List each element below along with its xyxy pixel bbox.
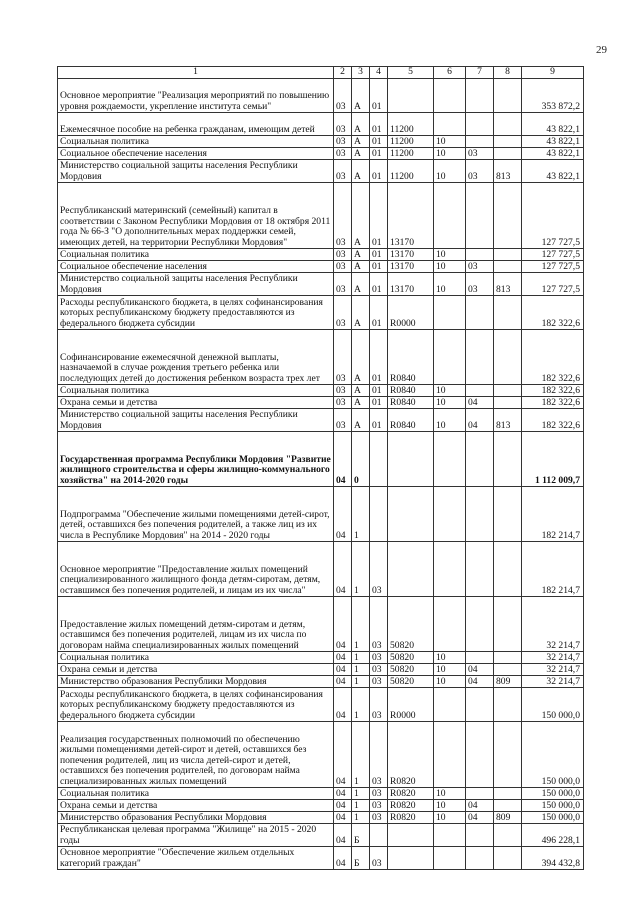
row-name-cell: Охрана семьи и детства [58,800,334,812]
code-cell: R0820 [388,722,434,788]
table-row [58,812,584,824]
code-cell: А [352,249,370,261]
code-cell [434,597,466,652]
amount-cell: 182 214,7 [522,542,584,597]
code-cell: 03 [466,273,494,296]
code-cell [494,652,522,664]
code-cell [494,722,522,788]
code-cell: 04 [466,664,494,676]
header-cell: 5 [388,67,434,79]
table-row [58,385,584,397]
table-row [58,183,584,249]
code-cell [466,542,494,597]
code-cell: R0840 [388,385,434,397]
code-cell: 04 [466,676,494,688]
code-cell [494,847,522,870]
code-cell [494,788,522,800]
code-cell [494,183,522,249]
code-cell: 04 [334,824,352,847]
code-cell [466,183,494,249]
code-cell [388,487,434,542]
table-body [58,67,584,870]
code-cell: 04 [466,409,494,432]
code-cell: 03 [370,800,388,812]
amount-cell: 496 228,1 [522,824,584,847]
code-cell: 01 [370,273,388,296]
code-cell: 50820 [388,652,434,664]
amount-cell: 1 112 009,7 [522,432,584,487]
code-cell: А [352,397,370,409]
code-cell: А [352,273,370,296]
code-cell [388,542,434,597]
code-cell [494,824,522,847]
row-name-cell: Министерство социальной защиты населения Республики Мордовия [58,160,334,183]
code-cell: 03 [370,652,388,664]
code-cell: 03 [334,261,352,273]
row-name-cell: Охрана семьи и детства [58,397,334,409]
code-cell: R0820 [388,788,434,800]
code-cell [466,136,494,148]
table-row [58,800,584,812]
amount-cell: 182 322,6 [522,397,584,409]
code-cell [434,432,466,487]
code-cell [494,261,522,273]
amount-cell: 127 727,5 [522,183,584,249]
code-cell [466,597,494,652]
code-cell: 04 [334,800,352,812]
code-cell: 813 [494,409,522,432]
code-cell [370,432,388,487]
code-cell: 03 [334,273,352,296]
code-cell [494,800,522,812]
code-cell: 1 [352,597,370,652]
amount-cell: 43 822,1 [522,148,584,160]
header-cell: 7 [466,67,494,79]
table-row [58,330,584,385]
code-cell: 13170 [388,249,434,261]
code-cell [434,183,466,249]
code-cell [434,296,466,330]
code-cell: 03 [370,688,388,722]
code-cell: 04 [334,542,352,597]
code-cell: 01 [370,261,388,273]
code-cell [388,432,434,487]
code-cell: R0000 [388,688,434,722]
code-cell: 01 [370,136,388,148]
amount-cell: 127 727,5 [522,249,584,261]
row-name-cell: Министерство социальной защиты населения Республики Мордовия [58,273,334,296]
code-cell: 04 [334,788,352,800]
code-cell [466,688,494,722]
code-cell [494,597,522,652]
code-cell [466,79,494,113]
code-cell: 10 [434,397,466,409]
code-cell: 13170 [388,261,434,273]
amount-cell: 182 322,6 [522,330,584,385]
code-cell: R0820 [388,800,434,812]
table-header-row [58,67,584,79]
code-cell: 01 [370,160,388,183]
code-cell [494,296,522,330]
code-cell: А [352,160,370,183]
code-cell: 809 [494,812,522,824]
header-cell: 1 [58,67,334,79]
code-cell: R0000 [388,296,434,330]
table-row [58,273,584,296]
code-cell: 03 [370,597,388,652]
code-cell: 1 [352,487,370,542]
code-cell: 01 [370,79,388,113]
code-cell: А [352,409,370,432]
code-cell [494,542,522,597]
code-cell: 01 [370,148,388,160]
code-cell: 10 [434,676,466,688]
code-cell [494,79,522,113]
amount-cell: 182 322,6 [522,296,584,330]
table-row [58,688,584,722]
code-cell: 50820 [388,676,434,688]
table-row [58,847,584,870]
code-cell [466,385,494,397]
code-cell: 1 [352,788,370,800]
code-cell: 03 [466,148,494,160]
row-name-cell: Ежемесячное пособие на ребенка гражданам, имеющим детей [58,113,334,136]
code-cell: 11200 [388,136,434,148]
code-cell: 03 [370,542,388,597]
amount-cell: 32 214,7 [522,652,584,664]
code-cell: 03 [334,385,352,397]
code-cell: 50820 [388,664,434,676]
table-row [58,409,584,432]
code-cell: 1 [352,542,370,597]
code-cell [466,824,494,847]
code-cell: 03 [334,296,352,330]
code-cell: 03 [334,249,352,261]
budget-table [57,66,584,870]
code-cell [434,113,466,136]
code-cell [494,330,522,385]
amount-cell: 32 214,7 [522,597,584,652]
code-cell: 10 [434,273,466,296]
code-cell: 813 [494,273,522,296]
header-cell: 9 [522,67,584,79]
amount-cell: 32 214,7 [522,676,584,688]
header-cell: 6 [434,67,466,79]
amount-cell: 150 000,0 [522,812,584,824]
row-name-cell: Министерство образования Республики Мордовия [58,812,334,824]
code-cell: 03 [466,160,494,183]
code-cell: 1 [352,676,370,688]
row-name-cell: Министерство социальной защиты населения Республики Мордовия [58,409,334,432]
code-cell: 10 [434,385,466,397]
code-cell: 13170 [388,273,434,296]
amount-cell: 127 727,5 [522,273,584,296]
row-name-cell: Социальная политика [58,249,334,261]
code-cell [466,296,494,330]
code-cell: 03 [334,397,352,409]
code-cell: 03 [370,722,388,788]
code-cell [434,824,466,847]
row-name-cell: Реализация государственных полномочий по обеспечению жилыми помещениями детей-сирот и детей, оставшихся без попечения родителей, лиц из числа детей-сирот и детей, оставшихся без попечения родителей, по договорам найма специализированных жилых помещений [58,722,334,788]
table-row [58,296,584,330]
amount-cell: 43 822,1 [522,136,584,148]
code-cell [494,432,522,487]
code-cell: Б [352,847,370,870]
code-cell [434,79,466,113]
header-cell: 4 [370,67,388,79]
row-name-cell: Охрана семьи и детства [58,664,334,676]
code-cell: А [352,148,370,160]
code-cell: 04 [334,652,352,664]
code-cell: 1 [352,722,370,788]
code-cell: R0820 [388,812,434,824]
code-cell: 01 [370,409,388,432]
page-number: 29 [596,44,607,56]
code-cell [494,148,522,160]
code-cell: 11200 [388,113,434,136]
code-cell: А [352,296,370,330]
table-row [58,664,584,676]
row-name-cell: Республиканская целевая программа "Жилище" на 2015 - 2020 годы [58,824,334,847]
code-cell: 03 [370,847,388,870]
row-name-cell: Социальная политика [58,136,334,148]
code-cell: 04 [334,676,352,688]
code-cell: 04 [334,847,352,870]
code-cell: 10 [434,664,466,676]
code-cell: 0 [352,432,370,487]
code-cell: 03 [334,79,352,113]
table-row [58,597,584,652]
code-cell: 04 [466,397,494,409]
table-row [58,652,584,664]
code-cell: А [352,385,370,397]
code-cell [466,113,494,136]
code-cell: R0840 [388,409,434,432]
code-cell [466,249,494,261]
row-name-cell: Министерство образования Республики Мордовия [58,676,334,688]
code-cell: 04 [334,597,352,652]
code-cell: 03 [370,664,388,676]
code-cell: 03 [334,113,352,136]
code-cell [434,847,466,870]
code-cell [370,824,388,847]
amount-cell: 43 822,1 [522,113,584,136]
code-cell: 03 [334,136,352,148]
table-row [58,148,584,160]
table-row [58,432,584,487]
amount-cell: 182 322,6 [522,385,584,397]
code-cell: 1 [352,800,370,812]
row-name-cell: Софинансирование ежемесячной денежной выплаты, назначаемой в случае рождения третьего ребенка или последующих детей до достижения ребенком возраста трех лет [58,330,334,385]
amount-cell: 43 822,1 [522,160,584,183]
code-cell [494,664,522,676]
code-cell [494,688,522,722]
table-row [58,824,584,847]
code-cell: 01 [370,249,388,261]
table-row [58,113,584,136]
code-cell: 10 [434,249,466,261]
row-name-cell: Социальная политика [58,652,334,664]
amount-cell: 182 322,6 [522,409,584,432]
code-cell [494,397,522,409]
code-cell: 04 [466,800,494,812]
table-row [58,160,584,183]
amount-cell: 182 214,7 [522,487,584,542]
code-cell: 03 [370,788,388,800]
table-row [58,542,584,597]
code-cell: 10 [434,409,466,432]
code-cell [388,824,434,847]
row-name-cell: Основное мероприятие "Реализация мероприятий по повышению уровня рождаемости, укрепление института семьи" [58,79,334,113]
row-name-cell: Подпрограмма "Обеспечение жилыми помещениями детей-сирот, детей, оставшихся без попечения родителей, а также лиц из их числа в Республике Мордовия" на 2014 - 2020 годы [58,487,334,542]
code-cell: А [352,330,370,385]
table-row [58,788,584,800]
code-cell [494,487,522,542]
amount-cell: 150 000,0 [522,688,584,722]
row-name-cell: Республиканский материнский (семейный) капитал в соответствии с Законом Республики Мордовия от 18 октября 2011 года № 66-З "О дополнительных мерах поддержки семей, имеющих детей, на территории Республики Мордовия" [58,183,334,249]
code-cell: 50820 [388,597,434,652]
code-cell [434,722,466,788]
code-cell [466,722,494,788]
code-cell [466,652,494,664]
row-name-cell: Социальная политика [58,788,334,800]
code-cell: 809 [494,676,522,688]
code-cell: 10 [434,148,466,160]
code-cell: 03 [466,261,494,273]
code-cell: 10 [434,136,466,148]
row-name-cell: Расходы республиканского бюджета, в целях софинансирования которых республиканскому бюджету предоставляются из федерального бюджета субсидии [58,296,334,330]
code-cell: А [352,136,370,148]
row-name-cell: Социальное обеспечение населения [58,148,334,160]
row-name-cell: Государственная программа Республики Мордовия "Развитие жилищного строительства и сферы жилищно-коммунального хозяйства" на 2014-2020 годы [58,432,334,487]
code-cell: 03 [334,330,352,385]
code-cell: 1 [352,664,370,676]
row-name-cell: Социальное обеспечение населения [58,261,334,273]
header-cell: 2 [334,67,352,79]
table-row [58,79,584,113]
code-cell: 01 [370,397,388,409]
table-row [58,261,584,273]
amount-cell: 127 727,5 [522,261,584,273]
code-cell [494,249,522,261]
table-row [58,722,584,788]
code-cell: Б [352,824,370,847]
code-cell: 03 [370,812,388,824]
code-cell [370,487,388,542]
code-cell: 03 [334,409,352,432]
amount-cell: 353 872,2 [522,79,584,113]
code-cell [388,79,434,113]
code-cell: 01 [370,330,388,385]
code-cell: 04 [334,664,352,676]
code-cell: 04 [334,688,352,722]
code-cell: 10 [434,160,466,183]
code-cell: А [352,183,370,249]
code-cell: 03 [370,676,388,688]
code-cell: 1 [352,652,370,664]
code-cell: 04 [466,812,494,824]
code-cell [494,136,522,148]
code-cell: 1 [352,688,370,722]
code-cell: 04 [334,722,352,788]
code-cell: 01 [370,385,388,397]
code-cell: 11200 [388,160,434,183]
code-cell: 10 [434,788,466,800]
code-cell: 03 [334,148,352,160]
code-cell [434,487,466,542]
code-cell: 10 [434,261,466,273]
code-cell [388,847,434,870]
code-cell: 03 [334,183,352,249]
code-cell [466,330,494,385]
table-row [58,136,584,148]
row-name-cell: Расходы республиканского бюджета, в целях софинансирования которых республиканскому бюджету предоставляются из федерального бюджета субсидии [58,688,334,722]
table-row [58,397,584,409]
code-cell [466,847,494,870]
code-cell [494,113,522,136]
code-cell: 03 [334,160,352,183]
code-cell [434,330,466,385]
code-cell [466,487,494,542]
amount-cell: 394 432,8 [522,847,584,870]
code-cell: 04 [334,812,352,824]
code-cell: 01 [370,183,388,249]
header-cell: 8 [494,67,522,79]
code-cell: А [352,261,370,273]
code-cell: 04 [334,432,352,487]
code-cell: 10 [434,800,466,812]
code-cell: 13170 [388,183,434,249]
code-cell [494,385,522,397]
amount-cell: 150 000,0 [522,722,584,788]
amount-cell: 150 000,0 [522,800,584,812]
code-cell: 10 [434,652,466,664]
row-name-cell: Социальная политика [58,385,334,397]
code-cell: R0840 [388,397,434,409]
row-name-cell: Основное мероприятие "Предоставление жилых помещений специализированного жилищного фонда детям-сиротам, детям, оставшимся без попечения родителей, и лицам из их числа" [58,542,334,597]
table-row [58,249,584,261]
code-cell: 1 [352,812,370,824]
code-cell: 10 [434,812,466,824]
code-cell: R0840 [388,330,434,385]
code-cell: 11200 [388,148,434,160]
code-cell [434,688,466,722]
code-cell: 01 [370,113,388,136]
header-cell: 3 [352,67,370,79]
code-cell: А [352,79,370,113]
row-name-cell: Основное мероприятие "Обеспечение жильем отдельных категорий граждан" [58,847,334,870]
row-name-cell: Предоставление жилых помещений детям-сиротам и детям, оставшимся без попечения родителей, лицам из их числа по договорам найма специализированных жилых помещений [58,597,334,652]
amount-cell: 150 000,0 [522,788,584,800]
amount-cell: 32 214,7 [522,664,584,676]
code-cell [466,432,494,487]
code-cell: 01 [370,296,388,330]
code-cell: 813 [494,160,522,183]
code-cell: 04 [334,487,352,542]
code-cell [434,542,466,597]
code-cell [466,788,494,800]
table-row [58,487,584,542]
code-cell: А [352,113,370,136]
table-row [58,676,584,688]
